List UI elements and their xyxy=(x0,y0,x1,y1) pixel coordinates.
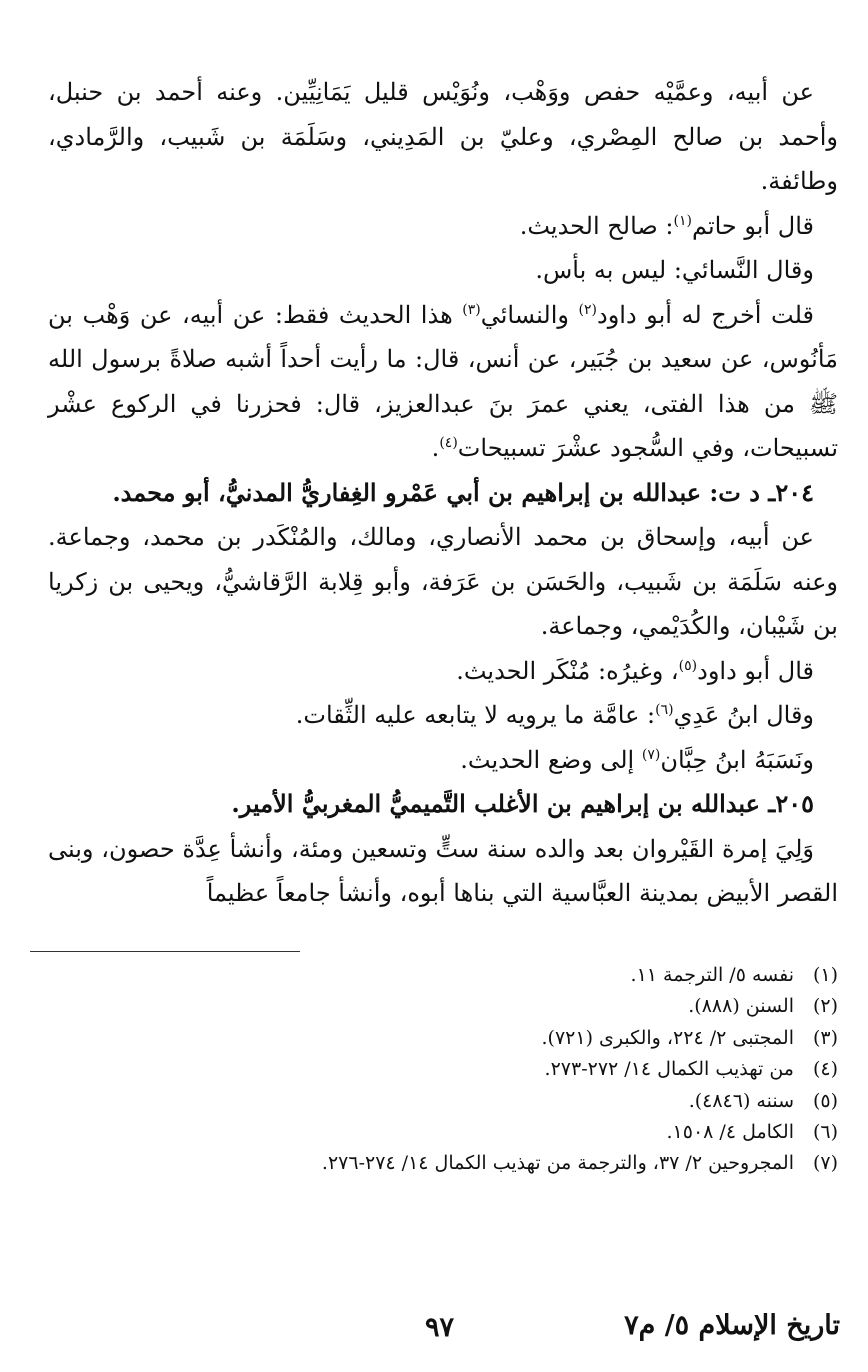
text-segment: إلى وضع الحديث. xyxy=(460,745,642,774)
text-segment: : صالح الحديث. xyxy=(519,211,674,240)
paragraph-narrators: عن أبيه، وعمَّيْه حفص ووَهْب، ونُوَيْس قليل يَمَانِيِّين. وعنه أحمد بن حنبل، وأحمد بن صالح المِصْري، وعليّ بن المَدِيني، وسَلَمَة بن شَبيب، والرَّمادي، وطائفة. xyxy=(48,78,838,195)
footnote-item xyxy=(48,1086,838,1117)
footnote-text: الكامل ٤/ ١٥٠٨. xyxy=(666,1121,794,1144)
footnote-number: (٧) xyxy=(812,1152,838,1175)
footnote-ref[interactable]: (٥) xyxy=(678,657,698,674)
text-segment: . xyxy=(431,434,440,462)
footnote-ref[interactable]: (٤) xyxy=(439,435,458,451)
paragraph-ibn-adi xyxy=(48,693,838,738)
footnote-ref[interactable]: (٢) xyxy=(578,301,597,318)
text-segment: ، وغيرُه: مُنْكَر الحديث. xyxy=(456,656,679,685)
text-segment: قلت أخرج له أبو داود xyxy=(597,300,814,329)
paragraph-qayrawan: وَلِيَ إمرة القَيْروان بعد والده سنة ستٍّ وتسعين ومئة، وأنشأ عِدَّة حصون، وبنى القصر الأبيض بمدينة العبَّاسية التي بناها أبوه، وأنشأ جامعاً عظيماً xyxy=(48,834,838,907)
footnote-ref[interactable]: (١) xyxy=(673,212,692,229)
main-text xyxy=(48,70,838,916)
entry-heading-205: ٢٠٥ـ عبدالله بن إبراهيم بن الأغلب التَّميميُّ المغربيُّ الأمير. xyxy=(231,789,814,818)
paragraph-nasai: وقال النَّسائي: ليس به بأس. xyxy=(535,256,814,284)
text-segment: هذا الحديث فقط: عن أبيه، عن وَهْب بن مَأنُوس، عن سعيد بن جُبَير، عن أنس، قال: ما رأيت أحداً أشبه صلاةً برسول الله ﷺ من هذا الفتى، يعني عمرَ بنَ عبدالعزيز، قال: فحزرنا في الركوع عشْر تسبيحات، وفي السُّجود عشْرَ تسبيحات xyxy=(48,300,838,462)
text-segment: قال أبو داود xyxy=(697,656,814,685)
footnote-number: (١) xyxy=(812,964,838,986)
footnote-item xyxy=(48,960,838,991)
text-segment: وقال ابنُ عَدِي xyxy=(673,701,814,729)
footnotes-list xyxy=(48,960,838,1180)
footnote-item xyxy=(48,1117,838,1148)
footnote-text: المجروحين ٢/ ٣٧، والترجمة من تهذيب الكمال ١٤/ ٢٧٤-٢٧٦. xyxy=(321,1152,794,1175)
text-segment: ونَسَبَهُ ابنُ حِبَّان xyxy=(660,745,814,774)
book-title: تاريخ الإسلام ٥/ م٧ xyxy=(624,1310,840,1341)
footnote-divider xyxy=(30,951,300,952)
footnote-number: (٤) xyxy=(812,1058,838,1081)
page-footer xyxy=(30,1310,840,1354)
text-segment: : عامَّة ما يرويه لا يتابعه عليه الثِّقات. xyxy=(295,701,656,729)
footnote-number: (٥) xyxy=(812,1089,838,1112)
paragraph-narrators-204: عن أبيه، وإسحاق بن محمد الأنصاري، ومالك، والمُنْكَدر بن محمد، وجماعة. وعنه سَلَمَة بن شَبيب، والحَسَن بن عَرَفة، وأبو قِلابة الرَّقاشيُّ، ويحيى بن زكريا بن شَيْبان، والكُدَيْمي، وجماعة. xyxy=(48,523,838,640)
footnote-item xyxy=(48,1023,838,1054)
text-segment: والنسائي xyxy=(480,300,579,329)
footnote-text: المجتبى ٢/ ٢٢٤، والكبرى (٧٢١). xyxy=(541,1026,794,1049)
footnote-ref[interactable]: (٦) xyxy=(655,702,674,718)
footnote-text: السنن (٨٨٨). xyxy=(688,995,794,1018)
page-number: ٩٧ xyxy=(425,1312,455,1343)
footnote-text: نفسه ٥/ الترجمة ١١. xyxy=(630,964,794,986)
paragraph-abu-hatim xyxy=(48,204,838,249)
footnote-item xyxy=(48,991,838,1022)
footnote-text: من تهذيب الكمال ١٤/ ٢٧٢-٢٧٣. xyxy=(544,1058,794,1081)
footnote-number: (٢) xyxy=(812,995,838,1018)
footnote-text: سننه (٤٨٤٦). xyxy=(688,1089,794,1112)
entry-heading-204: ٢٠٤ـ د ت: عبدالله بن إبراهيم بن أبي عَمْرو الغِفاريُّ المدنيُّ، أبو محمد. xyxy=(112,477,814,507)
paragraph-hadith xyxy=(48,293,838,471)
text-segment: قال أبو حاتم xyxy=(691,211,814,240)
footnote-number: (٣) xyxy=(812,1026,838,1049)
paragraph-abu-dawud xyxy=(48,649,838,694)
footnote-ref[interactable]: (٣) xyxy=(462,301,481,318)
footnote-ref[interactable]: (٧) xyxy=(641,746,661,763)
footnote-item xyxy=(48,1148,838,1179)
paragraph-ibn-hibban xyxy=(48,738,838,783)
footnote-number: (٦) xyxy=(812,1121,838,1144)
footnote-item xyxy=(48,1054,838,1085)
